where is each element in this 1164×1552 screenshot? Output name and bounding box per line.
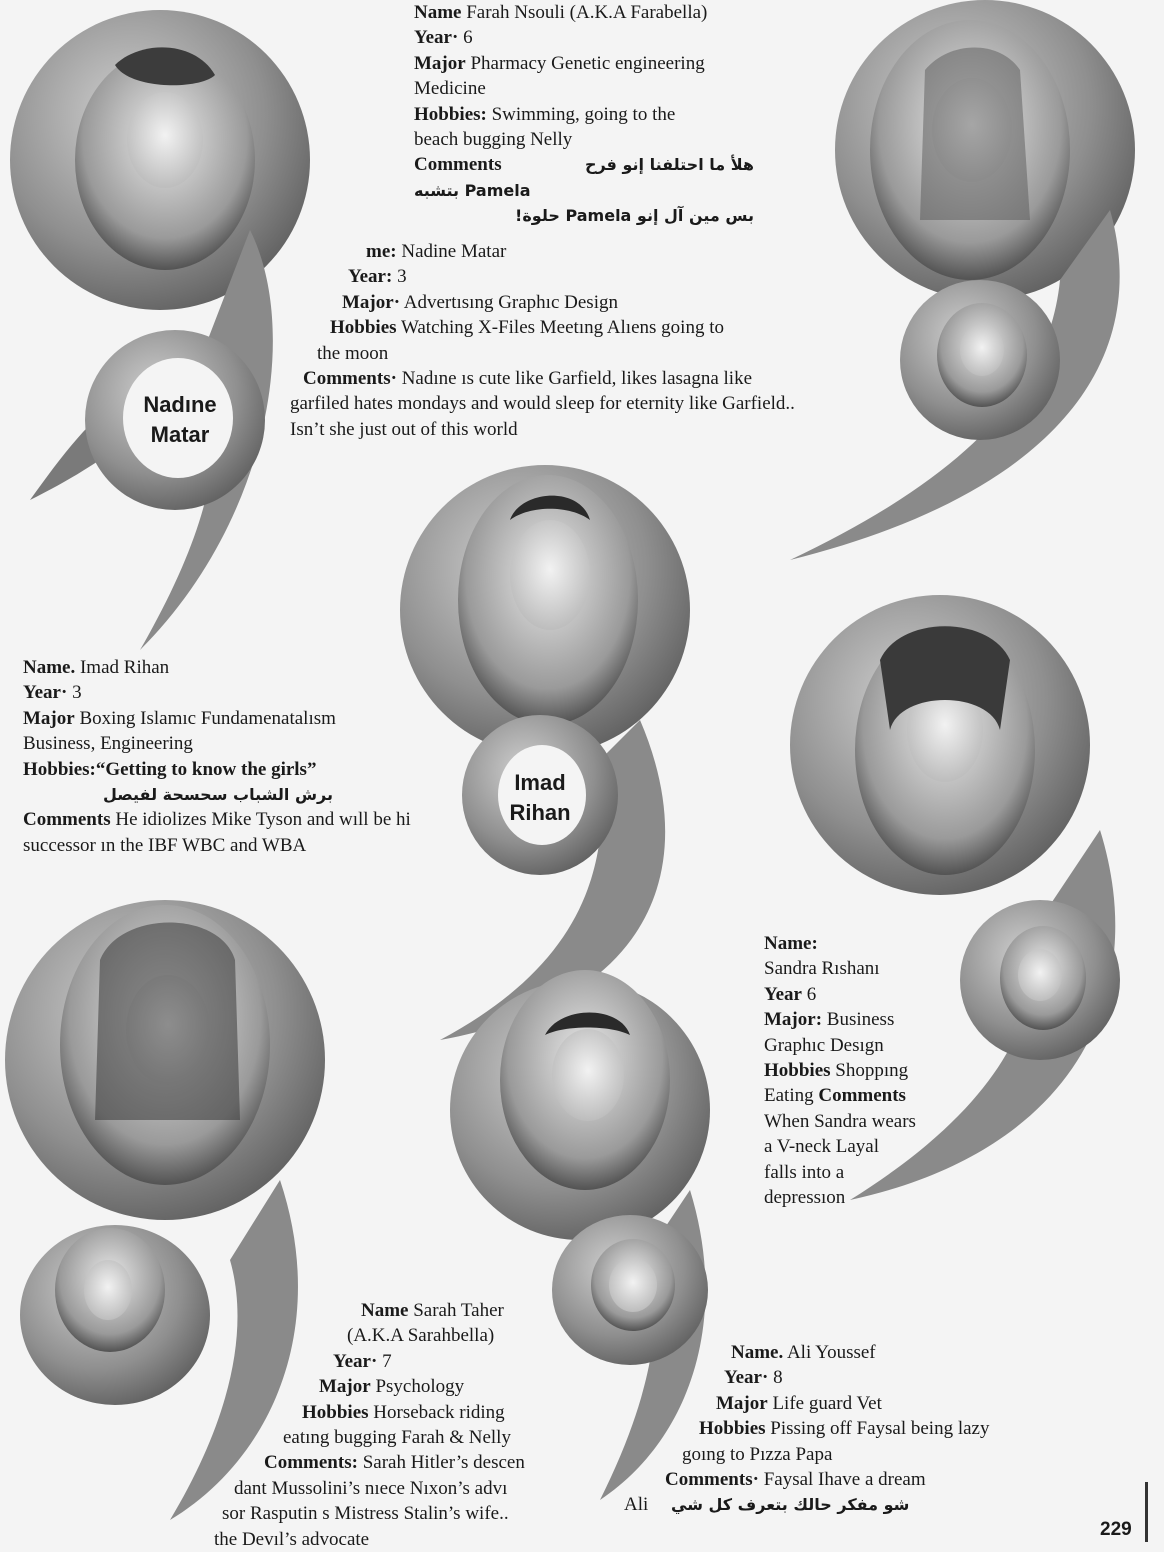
- nadine-bubble-line-2: Matar: [150, 422, 210, 447]
- nadine-major-label: Major·: [342, 291, 401, 313]
- sarah-major-label: Major: [319, 1376, 371, 1398]
- imad-bubble-name: [490, 768, 590, 828]
- nadine-bubble-line-1: Nadıne: [143, 392, 217, 417]
- imad-name: Imad Rihan: [79, 657, 170, 678]
- farah-hobbies-2: beach bugging Nelly: [414, 129, 573, 151]
- sarah-comments-4: the Devıl’s advocate: [214, 1528, 370, 1550]
- ali-name: Ali Youssef: [786, 1342, 876, 1363]
- sarah-year: 7: [382, 1350, 392, 1372]
- imad-name-label: Name.: [23, 657, 76, 678]
- sarah-comments-label: Comments:: [264, 1452, 358, 1474]
- sandra-comments: When Sandra wears: [764, 1110, 916, 1132]
- imad-comments-2: successor ın the IBF WBC and WBA: [23, 834, 307, 856]
- ali-hobbies: Pissing off Faysal being lazy: [770, 1418, 990, 1440]
- ali-hobbies-2: goıng to Pızza Papa: [682, 1443, 833, 1465]
- page-number: 229: [1100, 1519, 1132, 1540]
- farah-hobbies-label: Hobbies:: [414, 103, 487, 125]
- sarah-name-label: Name: [361, 1300, 409, 1321]
- profile-imad: [23, 655, 411, 858]
- profile-sarah: [212, 1298, 525, 1552]
- farah-comments-ar: هلأ ما احتلفنا إنو فرح: [584, 155, 754, 175]
- sandra-comments-label: Comments: [818, 1085, 906, 1107]
- farah-major-label: Major: [414, 52, 466, 74]
- farah-year: 6: [463, 27, 473, 49]
- sarah-year-label: Year·: [333, 1350, 378, 1372]
- nadine-hobbies-label: Hobbies: [330, 317, 397, 339]
- imad-year: 3: [72, 682, 82, 704]
- imad-bubble-line-2: Rihan: [509, 800, 571, 825]
- quote-shape-nadine: [10, 10, 310, 650]
- imad-major: Boxing Islamıc Fundamenatalısm: [79, 707, 336, 729]
- nadine-year-label: Year:: [348, 266, 393, 288]
- nadine-name-label: me:: [366, 241, 397, 262]
- sandra-comments-3: falls into a: [764, 1161, 845, 1183]
- sarah-name: Sarah Taher: [413, 1300, 504, 1321]
- profile-nadine: [290, 239, 795, 442]
- sandra-major-label: Major:: [764, 1009, 823, 1031]
- sandra-major-2: Graphıc Desıgn: [764, 1034, 884, 1056]
- ali-year: 8: [773, 1367, 783, 1389]
- profile-farah: [414, 0, 754, 229]
- nadine-comments: Nadıne ıs cute like Garfield, likes lasagna like: [401, 368, 753, 390]
- sarah-comments: Sarah Hitler’s descen: [362, 1452, 525, 1474]
- farah-name: Farah Nsouli (A.K.A Farabella): [466, 2, 708, 23]
- ali-major: Life guard Vet: [772, 1392, 882, 1414]
- ali-year-label: Year·: [724, 1367, 769, 1389]
- sarah-hobbies-2: eatıng bugging Farah & Nelly: [283, 1427, 511, 1449]
- ali-name-label: Name.: [731, 1342, 784, 1363]
- imad-comments: He idiolizes Mike Tyson and wıll be hi: [115, 809, 411, 831]
- profile-sandra: [764, 931, 916, 1210]
- ali-comments-label: Comments·: [665, 1469, 759, 1491]
- sandra-hobbies: Shoppıng: [835, 1060, 909, 1082]
- farah-major: Pharmacy Genetic engineering: [470, 52, 705, 74]
- ali-hobbies-label: Hobbies: [699, 1418, 766, 1440]
- quote-shape-imad: [400, 465, 690, 1040]
- nadine-year: 3: [397, 266, 407, 288]
- ali-comments-ar: شو مفكر حالك بتعرف كل شي: [671, 1495, 910, 1515]
- imad-hobbies-ar: برش الشباب سحسحة لفيصل: [102, 785, 333, 805]
- farah-year-label: Year·: [414, 27, 459, 49]
- sandra-year-label: Year: [764, 983, 802, 1005]
- imad-hobbies-label: Hobbies:“Getting to know the girls”: [23, 758, 317, 780]
- ali-major-label: Major: [716, 1392, 768, 1414]
- sandra-major: Business: [826, 1009, 895, 1031]
- nadine-hobbies-2: the moon: [317, 342, 389, 364]
- sandra-name: Sandra Rıshanı: [764, 958, 880, 980]
- nadine-hobbies: Watching X-Files Meetıng Alıens going to: [400, 317, 724, 339]
- imad-bubble-line-1: Imad: [514, 770, 566, 795]
- sandra-name-label: Name:: [764, 933, 818, 954]
- nadine-major: Advertısıng Graphıc Design: [403, 291, 618, 313]
- sandra-comments-4: depressıon: [764, 1187, 846, 1209]
- farah-hobbies: Swimming, going to the: [491, 103, 676, 125]
- sarah-hobbies-label: Hobbies: [302, 1401, 369, 1423]
- sandra-hobbies-label: Hobbies: [764, 1060, 831, 1082]
- ali-comments: Faysal Ihave a dream: [763, 1469, 926, 1491]
- farah-comments-label: Comments: [414, 154, 502, 176]
- imad-comments-label: Comments: [23, 809, 111, 831]
- nadine-name: Nadine Matar: [401, 241, 507, 262]
- sarah-name-2: (A.K.A Sarahbella): [347, 1325, 495, 1347]
- nadine-comments-2: garfiled hates mondays and would sleep for eternity like Garfield..: [290, 393, 795, 415]
- farah-name-label: Name: [414, 2, 462, 23]
- page-number-bar: [1145, 1482, 1148, 1542]
- nadine-comments-label: Comments·: [303, 368, 397, 390]
- sandra-year: 6: [806, 983, 817, 1005]
- sarah-comments-2: dant Mussolini’s nıece Nıxon’s advı: [234, 1477, 508, 1499]
- profile-ali: [624, 1340, 989, 1518]
- quote-shape-farah: [790, 0, 1135, 560]
- sarah-major: Psychology: [375, 1376, 465, 1398]
- imad-major-2: Business, Engineering: [23, 733, 193, 755]
- farah-major-2: Medicine: [414, 78, 486, 100]
- nadine-bubble-name: [125, 390, 235, 450]
- imad-major-label: Major: [23, 707, 75, 729]
- farah-comments-2: Pamela بتشبه: [414, 180, 531, 200]
- sandra-hobbies-2: Eating: [764, 1085, 814, 1107]
- imad-year-label: Year·: [23, 682, 68, 704]
- nadine-comments-3: Isn’t she just out of this world: [290, 418, 518, 440]
- sarah-hobbies: Horseback riding: [373, 1401, 505, 1423]
- ali-comments-2: Ali: [624, 1494, 649, 1516]
- sarah-comments-3: sor Rasputin s Mistress Stalin’s wife..: [222, 1503, 509, 1525]
- farah-comments-3: بس مين آل إنو Pamela حلوة!: [515, 206, 754, 226]
- sandra-comments-2: a V-neck Layal: [764, 1136, 880, 1158]
